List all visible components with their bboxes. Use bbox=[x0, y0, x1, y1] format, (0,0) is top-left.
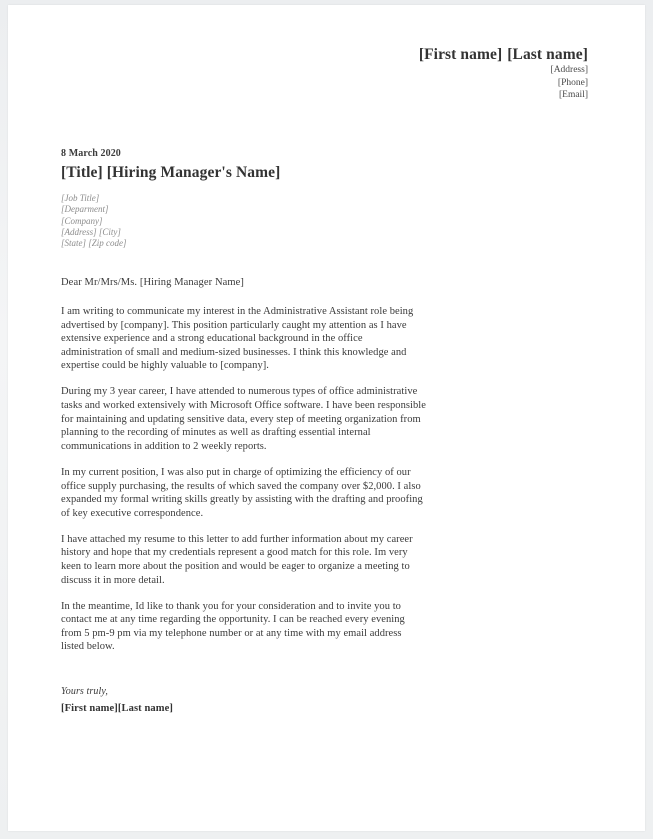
body-paragraph: I am writing to communicate my interest in the Administrative Assistant role being advertised by [company]. This position particularly caught my attention as I have extensive experience and a strong educational background in the office administration of small and medium-sized businesses. I think this knowledge and expertise could be highly valuable to [company]. bbox=[61, 306, 414, 372]
sender-phone: [Phone] bbox=[557, 77, 588, 88]
document-page bbox=[8, 5, 645, 831]
recipient-title-line: [Title] [Hiring Manager's Name] bbox=[61, 164, 281, 181]
recipient-state-zip: [State] [Zip code] bbox=[61, 238, 127, 249]
sender-header bbox=[419, 45, 588, 102]
recipient-address-block bbox=[61, 193, 127, 249]
body-paragraph: In my current position, I was also put in charge of optimizing the efficiency of our office supply purchasing, the results of which saved the company over $2,000. I also expanded my formal writing skills greatly by assisting with the drafting and proofing of key executive correspondence. bbox=[61, 466, 423, 519]
body-paragraph: I have attached my resume to this letter to add further information about my career history and hope that my credentials represent a good match for this role. Im very keen to learn more about the position and would be eager to organize a meeting to discuss it in more detail. bbox=[61, 533, 413, 586]
recipient-company: [Company] bbox=[61, 215, 103, 226]
closing-first-name: [First name] bbox=[61, 703, 118, 714]
recipient-job-title: [Job Title] bbox=[61, 193, 100, 203]
closing-phrase: Yours truly, bbox=[61, 686, 108, 697]
closing-signature-name bbox=[61, 703, 173, 714]
body-paragraph: In the meantime, Id like to thank you for your consideration and to invite you to contact me at any time regarding the opportunity. I can be reached every evening from 5 pm-9 pm via my telephone number or at any time with my email address listed below. bbox=[61, 600, 405, 653]
sender-last-name: [Last name] bbox=[507, 46, 588, 63]
salutation: Dear Mr/Mrs/Ms. [Hiring Manager Name] bbox=[61, 277, 245, 288]
closing-last-name: [Last name] bbox=[117, 703, 173, 714]
letter-date: 8 March 2020 bbox=[61, 148, 121, 159]
letter-body bbox=[61, 305, 426, 667]
sender-address: [Address] bbox=[550, 65, 588, 75]
sender-name bbox=[419, 45, 588, 64]
cover-letter bbox=[8, 5, 645, 831]
recipient-address-city: [Address] [City] bbox=[61, 226, 121, 237]
recipient-department: [Deparment] bbox=[61, 204, 109, 215]
sender-email: [Email] bbox=[558, 90, 588, 100]
body-paragraph: During my 3 year career, I have attended to numerous types of office administrative tasks and worked extensively with Microsoft Office software. I have been responsible for maintaining and updating sensitive data, every step of meeting organization from planning to the recording of minutes as well as drafting essential internal communications in addition to 2 weekly reports. bbox=[61, 386, 426, 452]
sender-first-name: [First name] bbox=[418, 46, 503, 63]
